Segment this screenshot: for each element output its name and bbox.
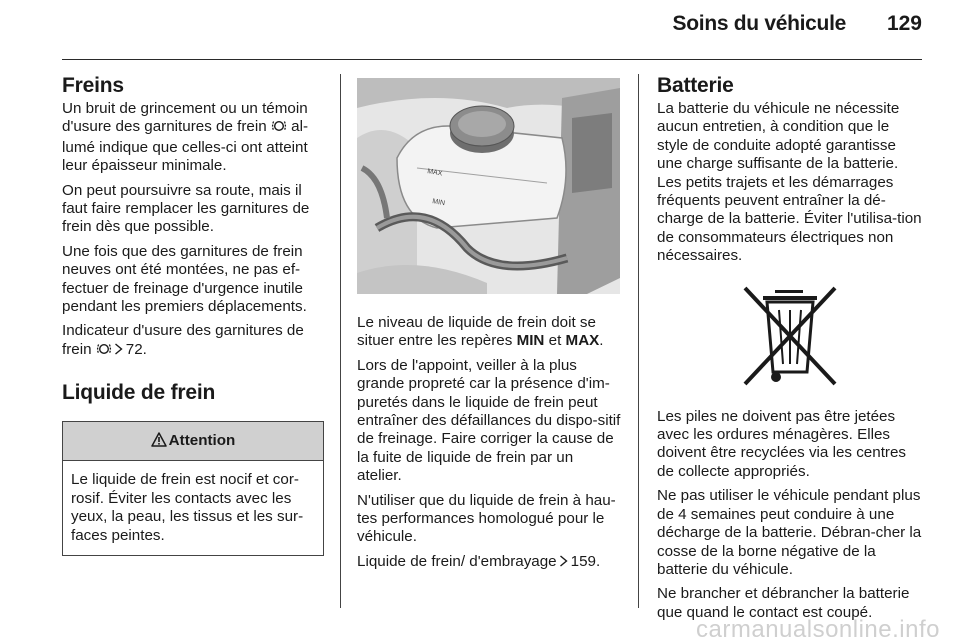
heading-freins: Freins [62,74,124,97]
warning-text: Le liquide de frein est nocif et cor-rosif. Éviter les contacts avec les yeux, la peau, les tissus et les sur-faces peintes. [71,471,304,544]
warning-header [63,422,323,461]
page-header-title: Soins du véhicule [672,12,846,35]
text: Liquide de frein/ d'embrayage [357,552,557,570]
svg-text:MAX: MAX [426,168,443,178]
warning-box [62,421,324,556]
text: Indicateur d'usure des garnitures de frein [62,322,304,358]
heading-batterie: Batterie [657,74,734,97]
page-reference-arrow-icon[interactable] [559,554,568,572]
column-divider [340,74,341,608]
page-reference-link[interactable]: 72. [125,340,147,358]
column-divider [638,74,639,608]
heading-liquide-de-frein: Liquide de frein [62,381,216,405]
paragraph: On peut poursuivre sa route, mais il faut faire remplacer les garnitures de frein dès que possible. [62,181,310,236]
paragraph: Ne pas utiliser le véhicule pendant plus de 4 semaines peut conduire à une décharge de la batterie. Débran-cher la cosse de la borne négative de la batterie du véhicule. [657,487,922,578]
column-batterie [657,74,923,628]
brake-pad-wear-icon [271,119,287,138]
brake-fluid-reservoir-photo [357,78,620,294]
svg-text:MIN: MIN [431,198,446,208]
brake-pad-wear-icon [96,342,112,361]
paragraph: N'utiliser que du liquide de frein à hau-tes performances homologué pour le véhicule. [357,491,616,546]
page-reference-arrow-icon[interactable] [114,342,123,360]
paragraph [357,314,622,351]
paragraph [62,322,324,361]
text: . [599,332,604,350]
text: Un bruit de grincement ou un témoin d'usure des garnitures de frein [62,100,308,136]
paragraph [62,100,324,176]
paragraph [357,553,622,572]
warning-triangle-icon [151,424,167,462]
warning-title: Attention [168,432,236,450]
min-mark-label: MIN [516,332,545,350]
paragraph: Ne brancher et débrancher la batterie que quand le contact est coupé. [657,585,910,621]
text: al-lumé indique que celles-ci ont atteint leur épaisseur minimale. [62,118,309,175]
watermark: carmanualsonline.info [696,616,940,643]
crossed-out-wheelie-bin-icon [735,284,845,388]
column-freins [62,74,324,556]
paragraph: Lors de l'appoint, veiller à la plus grande propreté car la présence d'im-puretés dans le liquide de frein peut entraîner des défaillances du dispo-sitif de freinage. Faire corriger la cause de la fuite de liquide de frein par un atelier. [357,356,621,485]
paragraph: Les piles ne doivent pas être jetées avec les ordures ménagères. Elles doivent être recyclées via les centres de collecte appropriés. [657,407,907,480]
header-rule [62,59,922,60]
text: Le niveau de liquide de frein doit se situer entre les repères [357,314,596,350]
paragraph: La batterie du véhicule ne nécessite aucun entretien, à condition que le style de conduite adopté garantisse une charge suffisante de la batterie. Les petits trajets et les démarrages fréquents peuvent entraîner la dé-charge de la batterie. Éviter l'utilisa-tion de consommateurs électriques non nécessaires. [657,100,922,265]
max-mark-label: MAX [565,332,600,350]
text: et [548,332,562,350]
paragraph: Une fois que des garnitures de frein neuves ont été montées, ne pas ef-fectuer de freinage d'urgence inutile pendant les premiers déplacements. [62,242,307,316]
column-liquide [357,74,622,578]
page-reference-link[interactable]: 159. [570,552,601,570]
page-number: 129 [886,12,922,35]
